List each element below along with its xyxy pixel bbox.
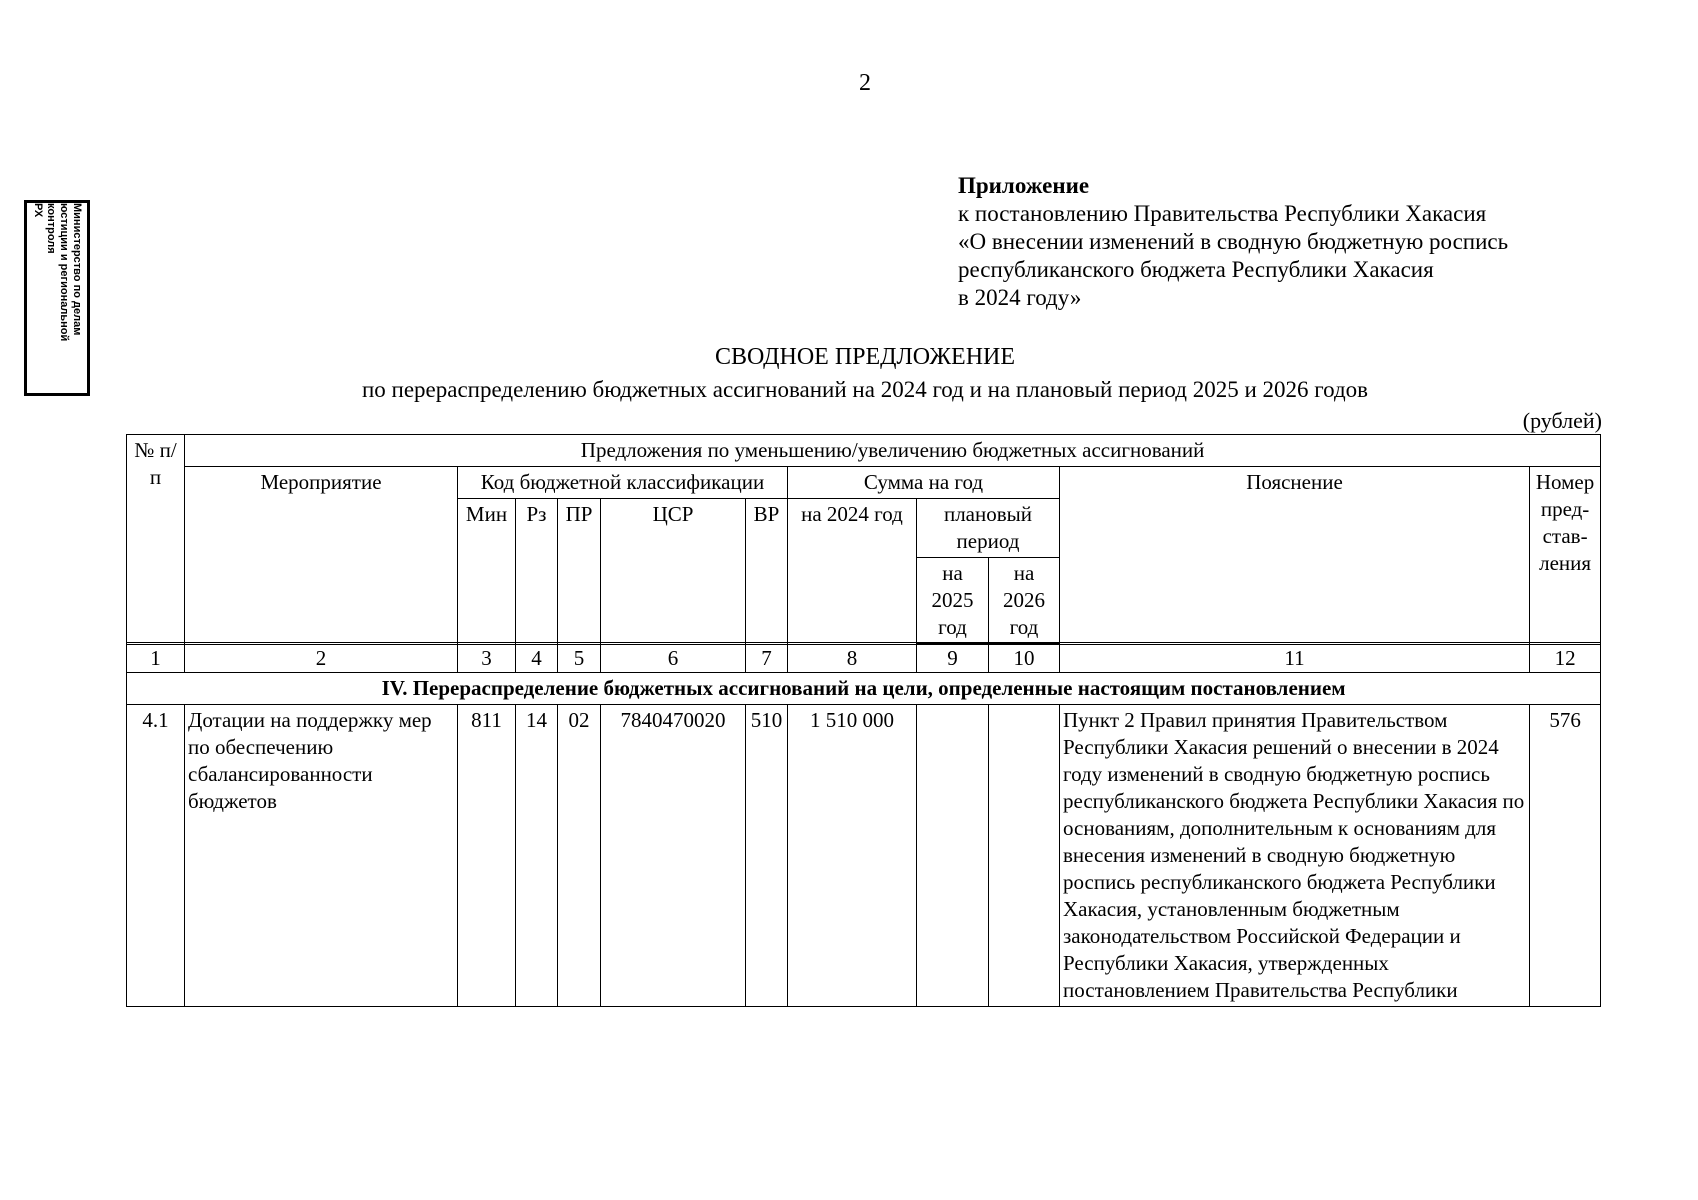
column-number: 1 [127, 644, 185, 673]
column-number: 9 [917, 644, 989, 673]
header-vr: ВР [746, 499, 788, 644]
header-group: Предложения по уменьшению/увеличению бюджетных ассигнований [185, 435, 1601, 467]
header-min: Мин [458, 499, 516, 644]
section-row [127, 673, 1601, 705]
column-number: 2 [185, 644, 458, 673]
appendix-line: «О внесении изменений в сводную бюджетную роспись [958, 229, 1509, 254]
header-row-2 [127, 467, 1601, 499]
stamp-line: контроля [45, 203, 57, 254]
row-explanation: Пункт 2 Правил принятия Правительством Республики Хакасия решений о внесении в 2024 году изменений в сводную бюджетную роспись республиканского бюджета Республики Хакасия по основаниям, дополнительным к основаниям для внесения изменений в сводную бюджетную роспись республиканского бюджета Республики Хакасия, установленным бюджетным законодательством Российской Федерации и Республики Хакасия, утвержденных постановлением Правительства Республики [1060, 705, 1530, 1007]
header-2025: на 2025 год [917, 558, 989, 644]
stamp-line: РХ [32, 203, 44, 218]
header-planned: плановый период [917, 499, 1060, 558]
appendix-line: в 2024 году» [958, 285, 1082, 310]
header-activity: Мероприятие [185, 467, 458, 644]
row-pr: 02 [558, 705, 601, 1007]
header-code: Код бюджетной классификации [458, 467, 788, 499]
header-csr: ЦСР [601, 499, 746, 644]
row-2025 [917, 705, 989, 1007]
header-rz: Рз [516, 499, 558, 644]
row-csr: 7840470020 [601, 705, 746, 1007]
appendix-block [958, 172, 1508, 312]
appendix-line: к постановлению Правительства Республики Хакасия [958, 201, 1487, 226]
column-number: 11 [1060, 644, 1530, 673]
stamp-line: юстиции и региональной [58, 203, 70, 342]
row-rz: 14 [516, 705, 558, 1007]
document-title: СВОДНОЕ ПРЕДЛОЖЕНИЕ [714, 344, 1016, 370]
budget-table [126, 434, 1601, 1007]
unit-label: (рублей) [1522, 408, 1602, 433]
row-2026 [989, 705, 1060, 1007]
row-min: 811 [458, 705, 516, 1007]
header-2026: на 2026 год [989, 558, 1060, 644]
column-number: 3 [458, 644, 516, 673]
stamp-line: Министерство по делам [71, 203, 83, 336]
column-number: 8 [788, 644, 917, 673]
column-number-row [127, 644, 1601, 673]
header-explanation: Пояснение [1060, 467, 1530, 644]
header-no: № п/п [127, 435, 185, 644]
document-subtitle: по перераспределению бюджетных ассигнований на 2024 год и на плановый период 2025 и 2026 годов [361, 377, 1369, 402]
section-title: IV. Перераспределение бюджетных ассигнований на цели, определенные настоящим постановлением [127, 673, 1601, 705]
table-row [127, 705, 1601, 1007]
column-number: 10 [989, 644, 1060, 673]
column-number: 5 [558, 644, 601, 673]
row-submission-no: 576 [1530, 705, 1601, 1007]
column-number: 12 [1530, 644, 1601, 673]
page-number: 2 [859, 70, 871, 96]
header-2024: на 2024 год [788, 499, 917, 644]
appendix-line: республиканского бюджета Республики Хакасия [958, 257, 1434, 282]
header-pr: ПР [558, 499, 601, 644]
row-no: 4.1 [127, 705, 185, 1007]
header-row-1 [127, 435, 1601, 467]
column-number: 7 [746, 644, 788, 673]
row-vr: 510 [746, 705, 788, 1007]
row-2024: 1 510 000 [788, 705, 917, 1007]
row-activity: Дотации на поддержку мер по обеспечению сбалансированности бюджетов [185, 705, 458, 1007]
appendix-title: Приложение [958, 173, 1090, 198]
header-sum: Сумма на год [788, 467, 1060, 499]
column-number: 4 [516, 644, 558, 673]
column-number: 6 [601, 644, 746, 673]
header-submission-no: Номер пред-став-ления [1530, 467, 1601, 644]
